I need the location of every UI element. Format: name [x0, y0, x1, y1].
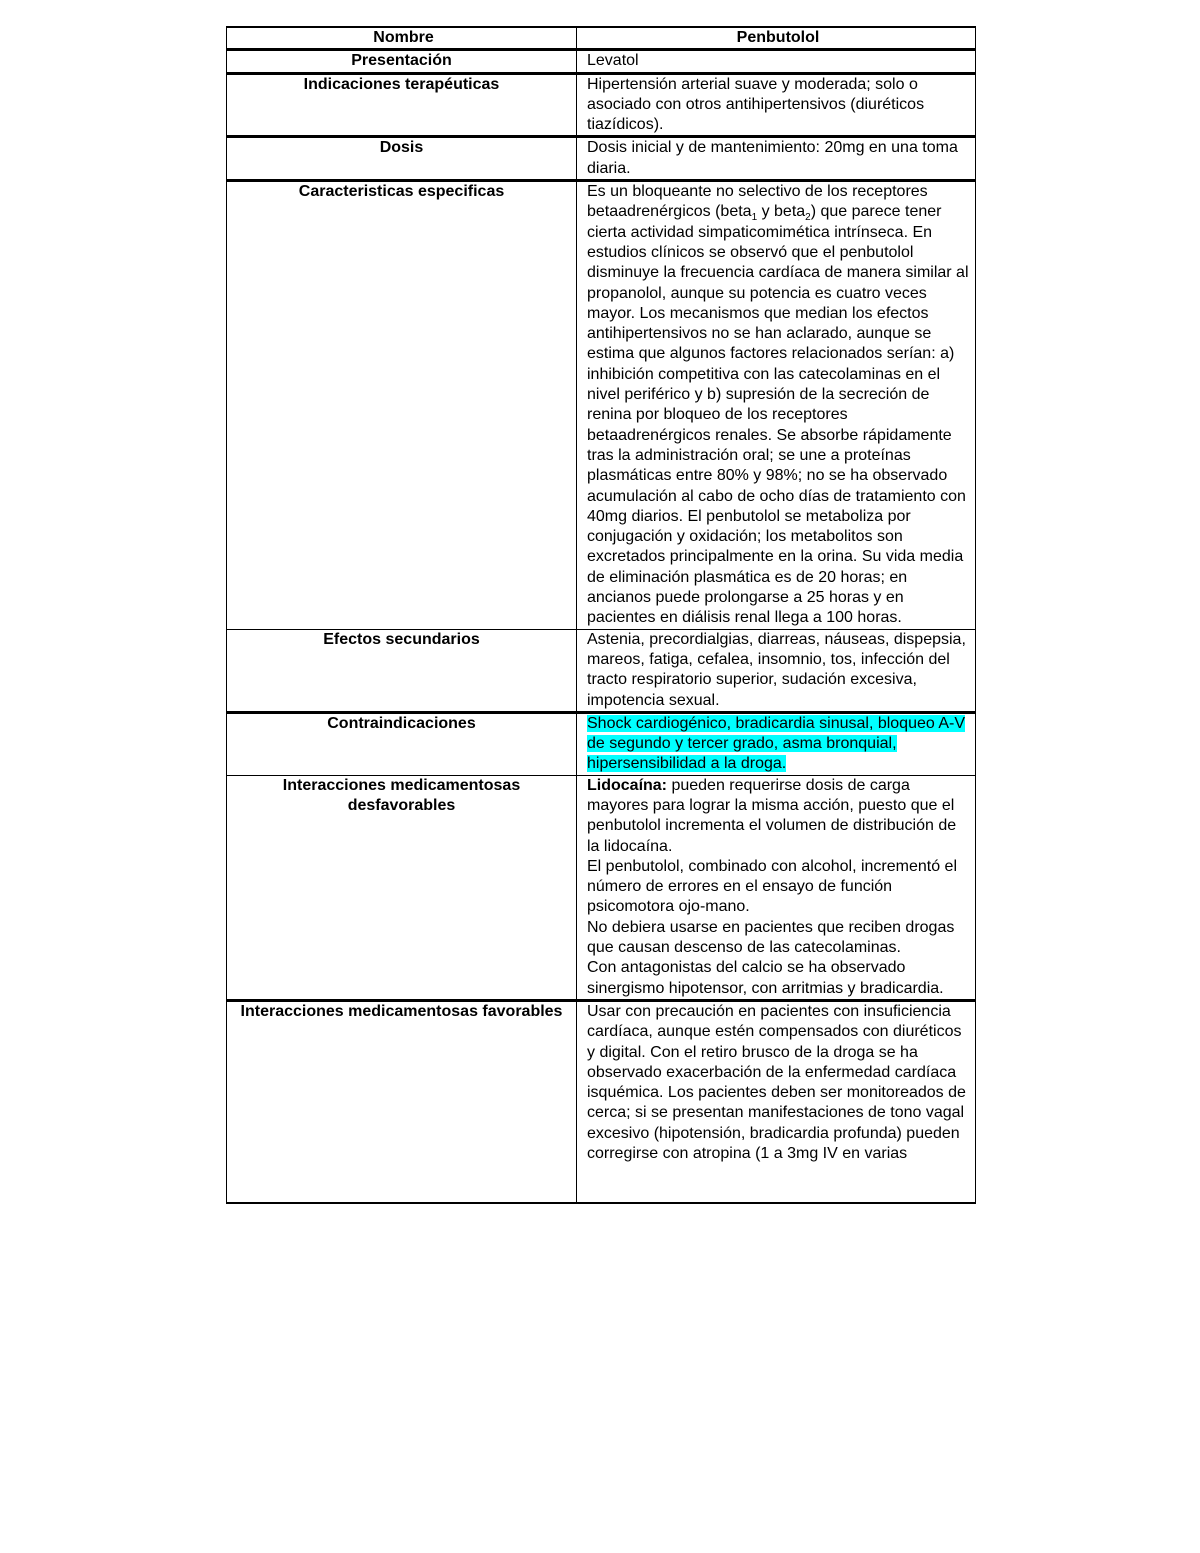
table-header-row [227, 27, 976, 50]
header-label-cell: Nombre [227, 27, 577, 50]
row-label-presentacion: Presentación [227, 50, 577, 73]
row-value-efectos: Astenia, precordialgias, diarreas, náuseas, dispepsia, mareos, fatiga, cefalea, insomnio, tos, infección del tracto respiratorio superior, sudación excesiva, impotencia sexual. [577, 629, 976, 712]
row-value-contraindicaciones [577, 712, 976, 775]
table-row-dosis [227, 137, 976, 181]
row-label-indicaciones: Indicaciones terapéuticas [227, 73, 577, 137]
table-row-indicaciones [227, 73, 976, 137]
lidocaina-bold-lead: Lidocaína: [587, 776, 668, 794]
table-row-efectos [227, 629, 976, 712]
interaction-paragraph: No debiera usarse en pacientes que reciben drogas que causan descenso de las catecolaminas. [587, 918, 955, 957]
row-value-dosis: Dosis inicial y de mantenimiento: 20mg en una toma diaria. [577, 137, 976, 181]
highlighted-contraindications-text: Shock cardiogénico, bradicardia sinusal, bloqueo A-V de segundo y tercer grado, asma bronquial, hipersensibilidad a la droga. [587, 714, 966, 773]
beta2-subscript: 2 [805, 212, 811, 224]
caracteristicas-text-mid: y beta [757, 203, 806, 221]
interaction-paragraph: Con antagonistas del calcio se ha observado sinergismo hipotensor, con arritmias y bradicardia. [587, 959, 944, 997]
row-label-caracteristicas: Caracteristicas especificas [227, 181, 577, 630]
table-row-favorables [227, 1000, 976, 1203]
interaction-paragraph [587, 776, 969, 857]
beta1-subscript: 1 [751, 212, 758, 224]
interaction-text: pueden requerirse dosis de carga mayores para lograr la misma acción, puesto que el penbutolol incrementa el volumen de distribución de la lidocaína. [587, 776, 957, 855]
row-label-efectos: Efectos secundarios [227, 629, 577, 712]
table-row-desfavorables [227, 775, 976, 1000]
caracteristicas-text-post: ) que parece tener cierta actividad simpaticomimética intrínseca. En estudios clínicos se observó que el penbutolol disminuye la frecuencia cardíaca de manera similar al propanolol, aunque su potencia es cuatro veces mayor. Los mecanismos que median los efectos antihipertensivos no se han aclarado, aunque se estima que algunos factores relacionados serían: a) inhibición competitiva con las catecolaminas en el nivel periférico y b) supresión de la secreción de renina por bloqueo de los receptores betaadrenérgicos renales. Se absorbe rápidamente tras la administración oral; se une a proteínas plasmáticas entre 80% y 98%; no se ha observado acumulación al cabo de ocho días de tratamiento con 40mg diarios. El penbutolol se metaboliza por conjugación y oxidación; los metabolitos son excretados principalmente en la orina. Su vida media de eliminación plasmática es de 20 horas; en ancianos puede prolongarse a 25 horas y en pacientes en diálisis renal llega a 100 horas. [587, 203, 969, 627]
interaction-paragraph: El penbutolol, combinado con alcohol, incrementó el número de errores en el ensayo de función psicomotora ojo-mano. [587, 857, 958, 916]
row-value-presentacion: Levatol [577, 50, 976, 73]
row-label-favorables: Interacciones medicamentosas favorables [227, 1000, 577, 1203]
row-label-desfavorables: Interacciones medicamentosas desfavorables [227, 775, 577, 1000]
caracteristicas-text-pre: Es un bloqueante no selectivo de los receptores betaadrenérgicos (beta [587, 183, 928, 221]
header-drug-name-cell: Penbutolol [577, 27, 976, 50]
table-row-caracteristicas [227, 181, 976, 630]
row-label-dosis: Dosis [227, 137, 577, 181]
row-label-contraindicaciones: Contraindicaciones [227, 712, 577, 775]
row-value-indicaciones: Hipertensión arterial suave y moderada; solo o asociado con otros antihipertensivos (diuréticos tiazídicos). [577, 73, 976, 137]
table-row-contraindicaciones [227, 712, 976, 775]
table-row-presentacion [227, 50, 976, 73]
row-value-desfavorables [577, 775, 976, 1000]
favorables-text: Usar con precaución en pacientes con insuficiencia cardíaca, aunque estén compensados con diuréticos y digital. Con el retiro brusco de la droga se ha observado exacerbación de la enfermedad cardíaca isquémica. Los pacientes deben ser monitoreados de cerca; si se presentan manifestaciones de tono vagal excesivo (hipotensión, bradicardia profunda) pueden corregirse con atropina (1 a 3mg IV en varias [587, 1002, 966, 1163]
row-value-caracteristicas [577, 181, 976, 630]
drug-info-table [226, 26, 976, 1204]
row-value-favorables [577, 1000, 976, 1203]
